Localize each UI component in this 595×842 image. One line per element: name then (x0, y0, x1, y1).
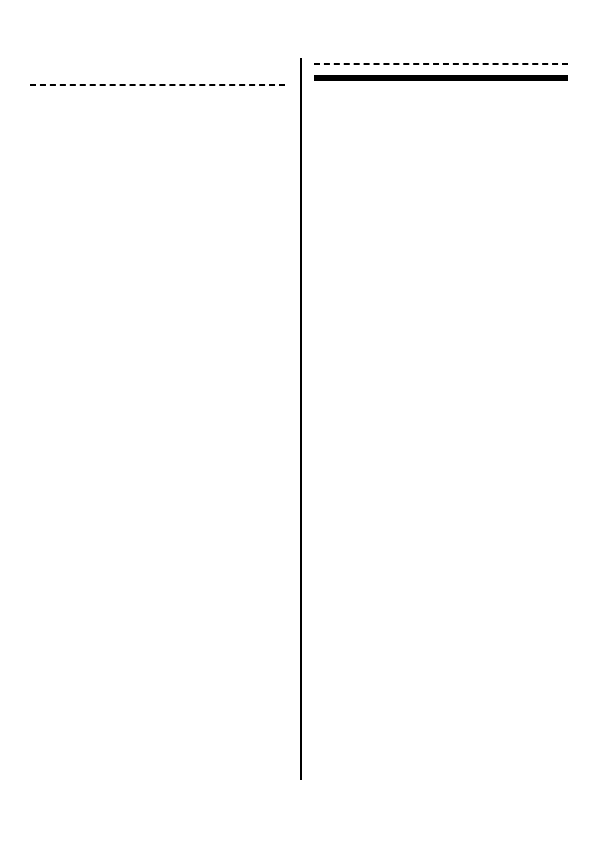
dashed-rule (30, 84, 285, 86)
right-column (314, 60, 568, 782)
boxed-notice (314, 75, 568, 81)
left-column (30, 60, 285, 782)
dashed-rule-top (314, 63, 568, 65)
column-divider (300, 58, 302, 780)
